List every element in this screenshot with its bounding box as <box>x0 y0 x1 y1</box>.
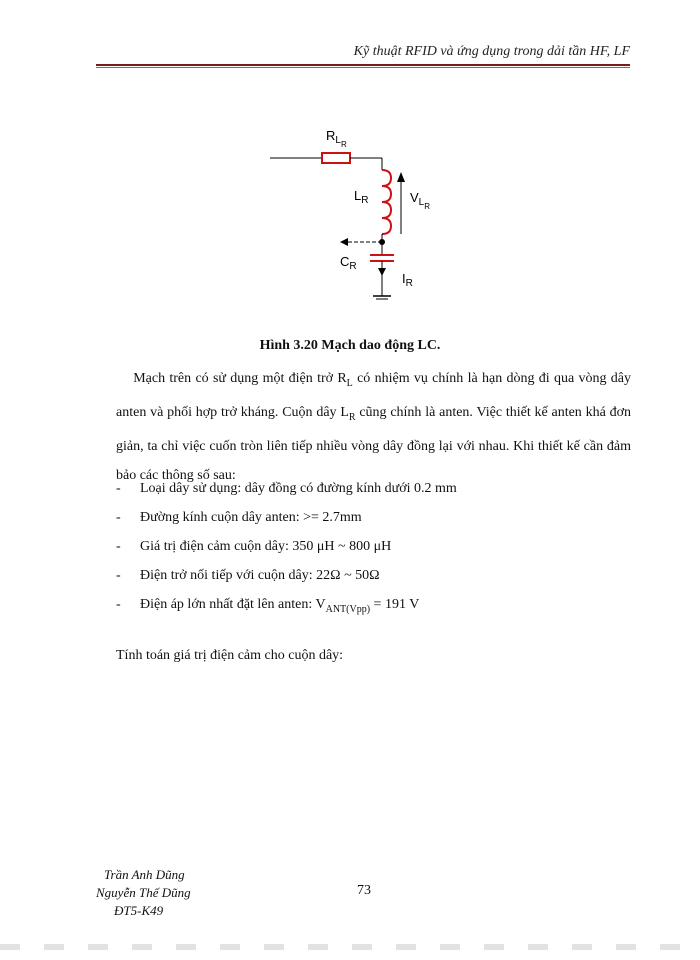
label-ir: $I_R$ <box>402 271 413 289</box>
requirements-list <box>116 474 631 619</box>
body-paragraph <box>116 364 631 490</box>
header-rule-thin <box>96 67 630 68</box>
bullet5-sub: ANT(Vpp) <box>325 603 371 615</box>
label-cr: $C_R$ <box>340 254 357 272</box>
p1-sub-r: R <box>348 411 356 423</box>
resistor-rl <box>322 153 350 163</box>
p1-part-b: có nhiệm vụ chính là hạn dòng đi qua vòng dây anten và phối hợp trở kháng. Cuộn dây L <box>116 371 632 420</box>
list-item <box>116 532 631 561</box>
output-arrow-icon <box>340 238 348 246</box>
lc-circuit-diagram <box>270 118 470 318</box>
list-item-text: Giá trị điện cảm cuộn dây: 350 μH ~ 800 μH <box>140 539 392 554</box>
list-item-text: Loại dây sử dụng: dây đồng có đường kính dưới 0.2 mm <box>140 481 457 496</box>
inductor-lr <box>382 170 391 234</box>
running-header: Kỹ thuật RFID và ứng dụng trong dải tần HF, LF <box>353 44 630 59</box>
calculation-intro: Tính toán giá trị điện cảm cho cuộn dây: <box>116 648 344 663</box>
list-item <box>116 474 631 503</box>
bullet-dash: - <box>116 510 121 525</box>
label-lr: $L_R$ <box>354 188 369 206</box>
list-item <box>116 503 631 532</box>
author-1: Trần Anh Dũng <box>104 867 185 882</box>
label-vlr: $V_{LR}$ <box>410 190 431 211</box>
header-rule <box>96 64 630 66</box>
bullet-dash: - <box>116 539 121 554</box>
voltage-arrow-icon <box>397 172 405 182</box>
author-2: Nguyễn Thế Dũng <box>96 885 191 900</box>
p1-sub-l: L <box>346 377 353 389</box>
list-item-text: Điện trở nối tiếp với cuộn dây: 22Ω ~ 50Ω <box>140 568 380 583</box>
bullet5-part-a: Điện áp lớn nhất đặt lên anten: V <box>140 597 326 612</box>
bullet-dash: - <box>116 568 121 583</box>
figure-caption: Hình 3.20 Mạch dao động LC. <box>259 338 441 353</box>
list-item <box>116 590 631 619</box>
bullet5-part-b: = 191 V <box>370 597 420 612</box>
p1-part-c: cũng chính là anten. Việc thiết kế anten khá đơn giản, ta chỉ việc cuốn tròn liên tiếp nhiều vòng dây đồng lại với nhau. Khi thiết kế cần đảm bảo các thông số sau: <box>116 404 631 483</box>
p1-part-a: Mạch trên có sử dụng một điện trở R <box>133 371 347 386</box>
page-border-decoration <box>0 944 700 950</box>
author-class: ĐT5-K49 <box>114 903 164 918</box>
label-rl: $R_{LR}$ <box>326 128 347 149</box>
lc-circuit-figure <box>270 118 470 318</box>
bullet-dash: - <box>116 597 121 612</box>
list-item-text: Đường kính cuộn dây anten: >= 2.7mm <box>140 510 362 525</box>
bullet-dash: - <box>116 481 121 496</box>
page-number: 73 <box>357 883 371 898</box>
list-item <box>116 561 631 590</box>
current-arrow-icon <box>378 268 386 276</box>
